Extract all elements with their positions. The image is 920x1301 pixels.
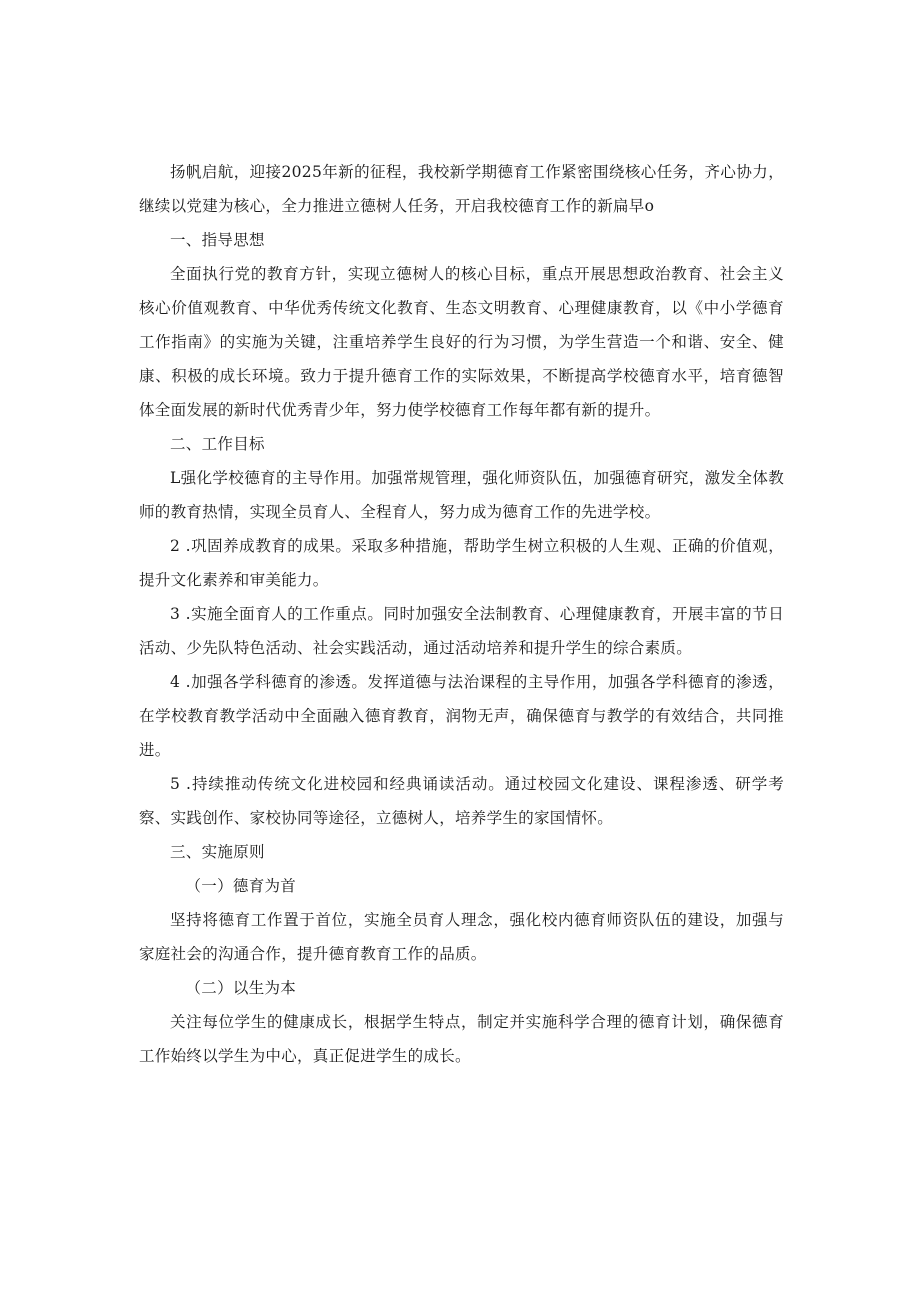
student-centered-paragraph: 关注每位学生的健康成长，根据学生特点，制定并实施科学合理的德育计划，确保德育工作始终以学生为中心，真正促进学生的成长。 — [139, 1013, 784, 1065]
moral-first-paragraph: 坚持将德育工作置于首位，实施全员育人理念，强化校内德育师资队伍的建设，加强与家庭社会的沟通合作，提升德育教育工作的品质。 — [139, 911, 784, 963]
work-goal-item-2: 2 .巩固养成教育的成果。采取多种措施，帮助学生树立积极的人生观、正确的价值观，提升文化素养和审美能力。 — [139, 537, 784, 589]
work-goal-item-4: 4 .加强各学科德育的渗透。发挥道德与法治课程的主导作用，加强各学科德育的渗透，在学校教育教学活动中全面融入德育教育，润物无声，确保德育与教学的有效结合，共同推进。 — [139, 673, 784, 759]
subheading-moral-first: （一）德育为首 — [185, 877, 297, 895]
section-heading-guiding-ideology: 一、指导思想 — [170, 231, 265, 249]
intro-paragraph: 扬帆启航，迎接2025年新的征程，我校新学期德育工作紧密围绕核心任务，齐心协力，继续以党建为核心，全力推进立德树人任务，开启我校德育工作的新扁早o — [139, 163, 784, 215]
section-heading-principles: 三、实施原则 — [170, 843, 265, 861]
work-goal-item-5: 5 .持续推动传统文化进校园和经典诵读活动。通过校园文化建设、课程渗透、研学考察、实践创作、家校协同等途径，立德树人，培养学生的家国情怀。 — [139, 775, 784, 827]
subheading-student-centered: （二）以生为本 — [185, 979, 297, 997]
document-body — [139, 155, 784, 1073]
guiding-ideology-paragraph: 全面执行党的教育方针，实现立德树人的核心目标，重点开展思想政治教育、社会主义核心价值观教育、中华优秀传统文化教育、生态文明教育、心理健康教育，以《中小学德育工作指南》的实施为关键，注重培养学生良好的行为习惯，为学生营造一个和谐、安全、健康、积极的成长环境。致力于提升德育工作的实际效果，不断提高学校德育水平，培育德智体全面发展的新时代优秀青少年，努力使学校德育工作每年都有新的提升。 — [139, 265, 784, 419]
section-heading-work-goals: 二、工作目标 — [170, 435, 265, 453]
work-goal-item-1: L强化学校德育的主导作用。加强常规管理，强化师资队伍，加强德育研究，激发全体教师的教育热情，实现全员育人、全程育人，努力成为德育工作的先进学校。 — [139, 469, 784, 521]
work-goal-item-3: 3 .实施全面育人的工作重点。同时加强安全法制教育、心理健康教育，开展丰富的节日活动、少先队特色活动、社会实践活动，通过活动培养和提升学生的综合素质。 — [139, 605, 784, 657]
